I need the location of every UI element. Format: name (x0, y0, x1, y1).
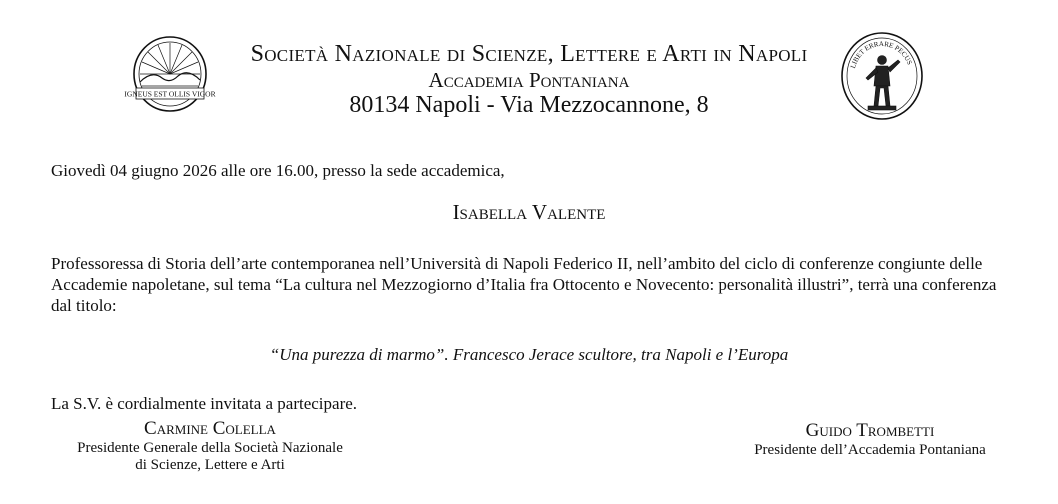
speaker-name: Isabella Valente (452, 200, 606, 224)
signatory-name: Guido Trombetti (805, 420, 935, 441)
left-logo-motto: IGNEUS EST OLLIS VIGOR (124, 89, 216, 99)
invitation-text: La S.V. è cordialmente invitata a partecipare. (51, 394, 358, 413)
signatory-role: Presidente dell’Accademia Pontaniana (754, 442, 986, 458)
signatory-role: Presidente Generale della Società Nazionale (77, 440, 343, 456)
signatory-role-continued: di Scienze, Lettere e Arti (135, 457, 285, 473)
society-name: Società Nazionale di Scienze, Lettere e Arti in Napoli (250, 41, 808, 67)
talk-title: “Una purezza di marmo”. Francesco Jerace scultore, tra Napoli e l’Europa (269, 345, 789, 364)
signature-right (716, 420, 1024, 459)
signatory-name: Carmine Colella (144, 418, 276, 439)
right-logo-motto: LIBET ERRARE PECUS (849, 39, 914, 70)
address: 80134 Napoli - Via Mezzocannone, 8 (349, 92, 709, 118)
academy-name: Accademia Pontaniana (428, 68, 630, 92)
event-date-line: Giovedì 04 giugno 2026 alle ore 16.00, presso la sede accademica, (51, 161, 505, 180)
signature-left (40, 418, 380, 474)
event-description: Professoressa di Storia dell’arte contemporanea nell’Università di Napoli Federico II, nell’ambito del ciclo di conferenze congiunte delle Accademie napoletane, sul tema “La cultura nel Mezzogiorno d’Italia fra Ottocento e Novecento: personalità illustri”, terrà una conferenza dal titolo: (51, 254, 997, 315)
